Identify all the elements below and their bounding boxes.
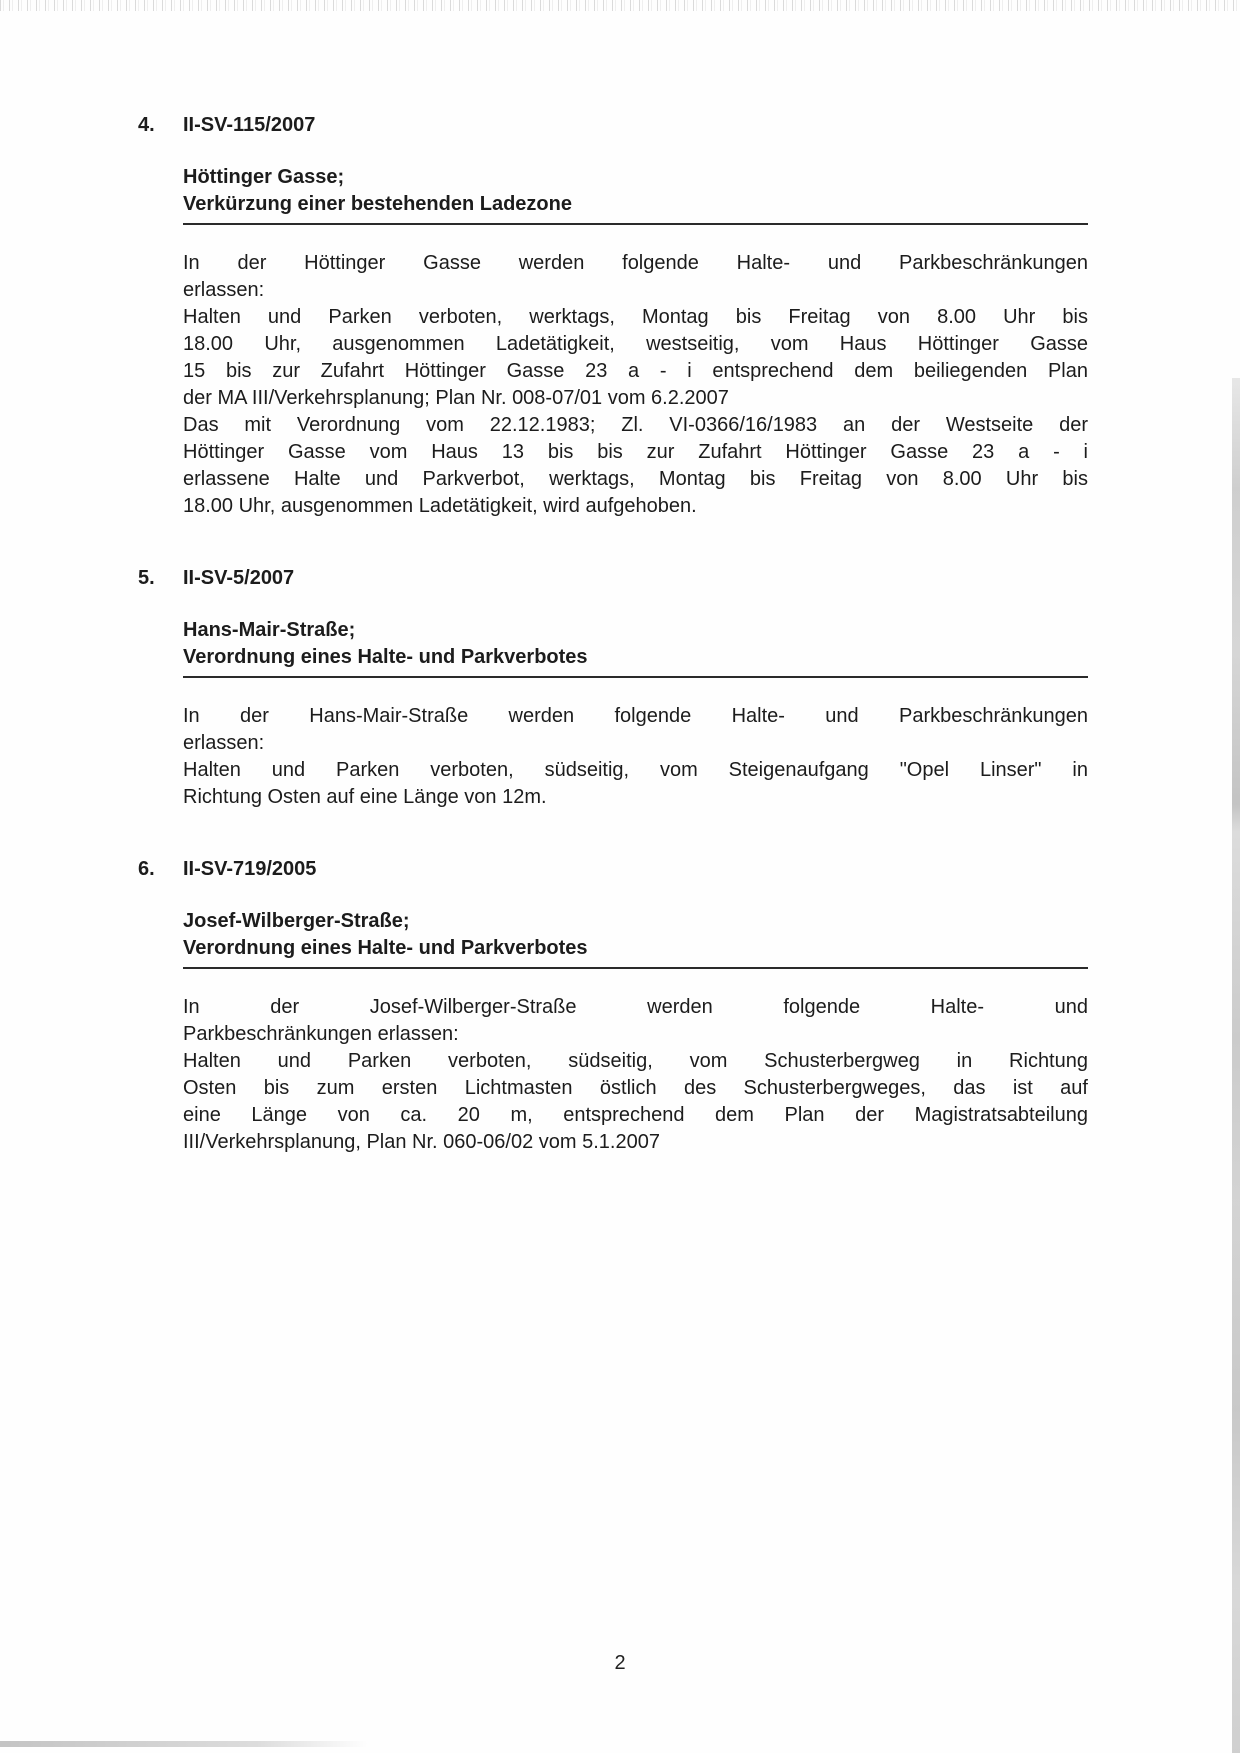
body-line: Osten bis zum ersten Lichtmasten östlich des Schusterbergweges, das ist auf <box>183 1077 1088 1099</box>
body-line: In der Höttinger Gasse werden folgende Halte- und Parkbeschränkungen <box>183 252 1088 274</box>
body-line: Halten und Parken verboten, südseitig, vom Schusterbergweg in Richtung <box>183 1050 1088 1072</box>
section-body <box>183 994 1088 1156</box>
case-id: II-SV-5/2007 <box>183 567 295 589</box>
agenda-item-6 <box>138 856 1090 1156</box>
case-id: II-SV-719/2005 <box>183 858 317 880</box>
body-line: 18.00 Uhr, ausgenommen Ladetätigkeit, westseitig, vom Haus Höttinger Gasse <box>183 333 1088 355</box>
street-title: Höttinger Gasse; <box>183 166 345 188</box>
street-title: Hans-Mair-Straße; <box>183 619 356 641</box>
agenda-item-4 <box>138 112 1090 520</box>
body-line: Höttinger Gasse vom Haus 13 bis bis zur Zufahrt Höttinger Gasse 23 a - i <box>183 441 1088 463</box>
section-spacer <box>138 811 1090 856</box>
measure-subtitle: Verordnung eines Halte- und Parkverbotes <box>183 935 1088 969</box>
document-body <box>138 112 1090 1156</box>
page-number: 2 <box>614 1652 626 1674</box>
section-spacer <box>138 520 1090 565</box>
body-line: erlassen: <box>183 732 265 754</box>
body-line: erlassene Halte und Parkverbot, werktags, Montag bis Freitag von 8.00 Uhr bis <box>183 468 1088 490</box>
scan-artifact-stripe-bottom <box>0 1741 368 1747</box>
body-line: Halten und Parken verboten, werktags, Montag bis Freitag von 8.00 Uhr bis <box>183 306 1088 328</box>
body-line: 18.00 Uhr, ausgenommen Ladetätigkeit, wird aufgehoben. <box>183 495 697 517</box>
case-id: II-SV-115/2007 <box>183 114 316 136</box>
scan-noise-band-top <box>0 0 1240 11</box>
body-line: Richtung Osten auf eine Länge von 12m. <box>183 786 547 808</box>
body-line: der MA III/Verkehrsplanung; Plan Nr. 008-07/01 vom 6.2.2007 <box>183 387 729 409</box>
scan-artifact-stripe-right <box>1232 378 1240 1753</box>
section-heading <box>138 565 1090 592</box>
body-line: Halten und Parken verboten, südseitig, vom Steigenaufgang "Opel Linser" in <box>183 759 1088 781</box>
item-number: 5. <box>138 567 155 589</box>
section-body <box>183 703 1088 811</box>
body-line: Das mit Verordnung vom 22.12.1983; Zl. VI-0366/16/1983 an der Westseite der <box>183 414 1088 436</box>
street-title: Josef-Wilberger-Straße; <box>183 910 410 932</box>
section-heading <box>138 856 1090 883</box>
section-heading <box>138 112 1090 139</box>
agenda-item-5 <box>138 565 1090 811</box>
section-body <box>183 250 1088 520</box>
measure-subtitle: Verordnung eines Halte- und Parkverbotes <box>183 644 1088 678</box>
item-number: 4. <box>138 114 155 136</box>
body-line: eine Länge von ca. 20 m, entsprechend dem Plan der Magistratsabteilung <box>183 1104 1088 1126</box>
body-line: Parkbeschränkungen erlassen: <box>183 1023 459 1045</box>
measure-subtitle: Verkürzung einer bestehenden Ladezone <box>183 191 1088 225</box>
body-line: erlassen: <box>183 279 265 301</box>
body-line: In der Josef-Wilberger-Straße werden folgende Halte- und <box>183 996 1088 1018</box>
item-number: 6. <box>138 858 155 880</box>
body-line: 15 bis zur Zufahrt Höttinger Gasse 23 a - i entsprechend dem beiliegenden Plan <box>183 360 1088 382</box>
body-line: III/Verkehrsplanung, Plan Nr. 060-06/02 vom 5.1.2007 <box>183 1131 660 1153</box>
body-line: In der Hans-Mair-Straße werden folgende Halte- und Parkbeschränkungen <box>183 705 1088 727</box>
